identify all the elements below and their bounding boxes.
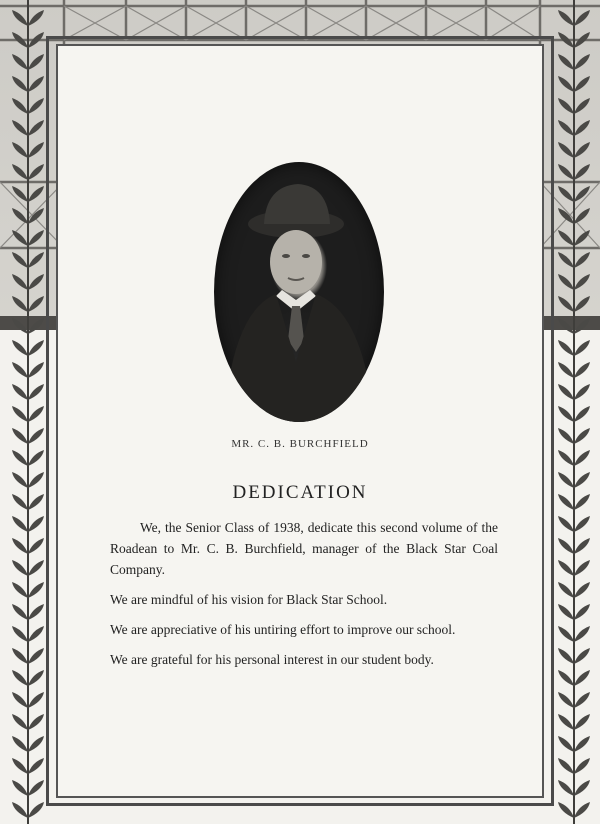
- dedication-paragraph: We are mindful of his vision for Black Star School.: [110, 592, 388, 607]
- dedication-paragraph: We are grateful for his personal interest in our student body.: [110, 652, 434, 667]
- dedication-body: [110, 517, 498, 679]
- portrait-caption: MR. C. B. BURCHFIELD: [231, 438, 369, 450]
- dedication-title: DEDICATION: [232, 482, 368, 503]
- dedication-paragraph: We are appreciative of his untiring effort to improve our school.: [110, 622, 456, 637]
- left-vine-border: [6, 0, 50, 824]
- dedication-paragraph: We, the Senior Class of 1938, dedicate this second volume of the Roadean to Mr. C. B. Burchfield, manager of the Black Star Coal Company.: [110, 520, 498, 577]
- portrait-photo: [214, 162, 384, 422]
- right-vine-border: [552, 0, 596, 824]
